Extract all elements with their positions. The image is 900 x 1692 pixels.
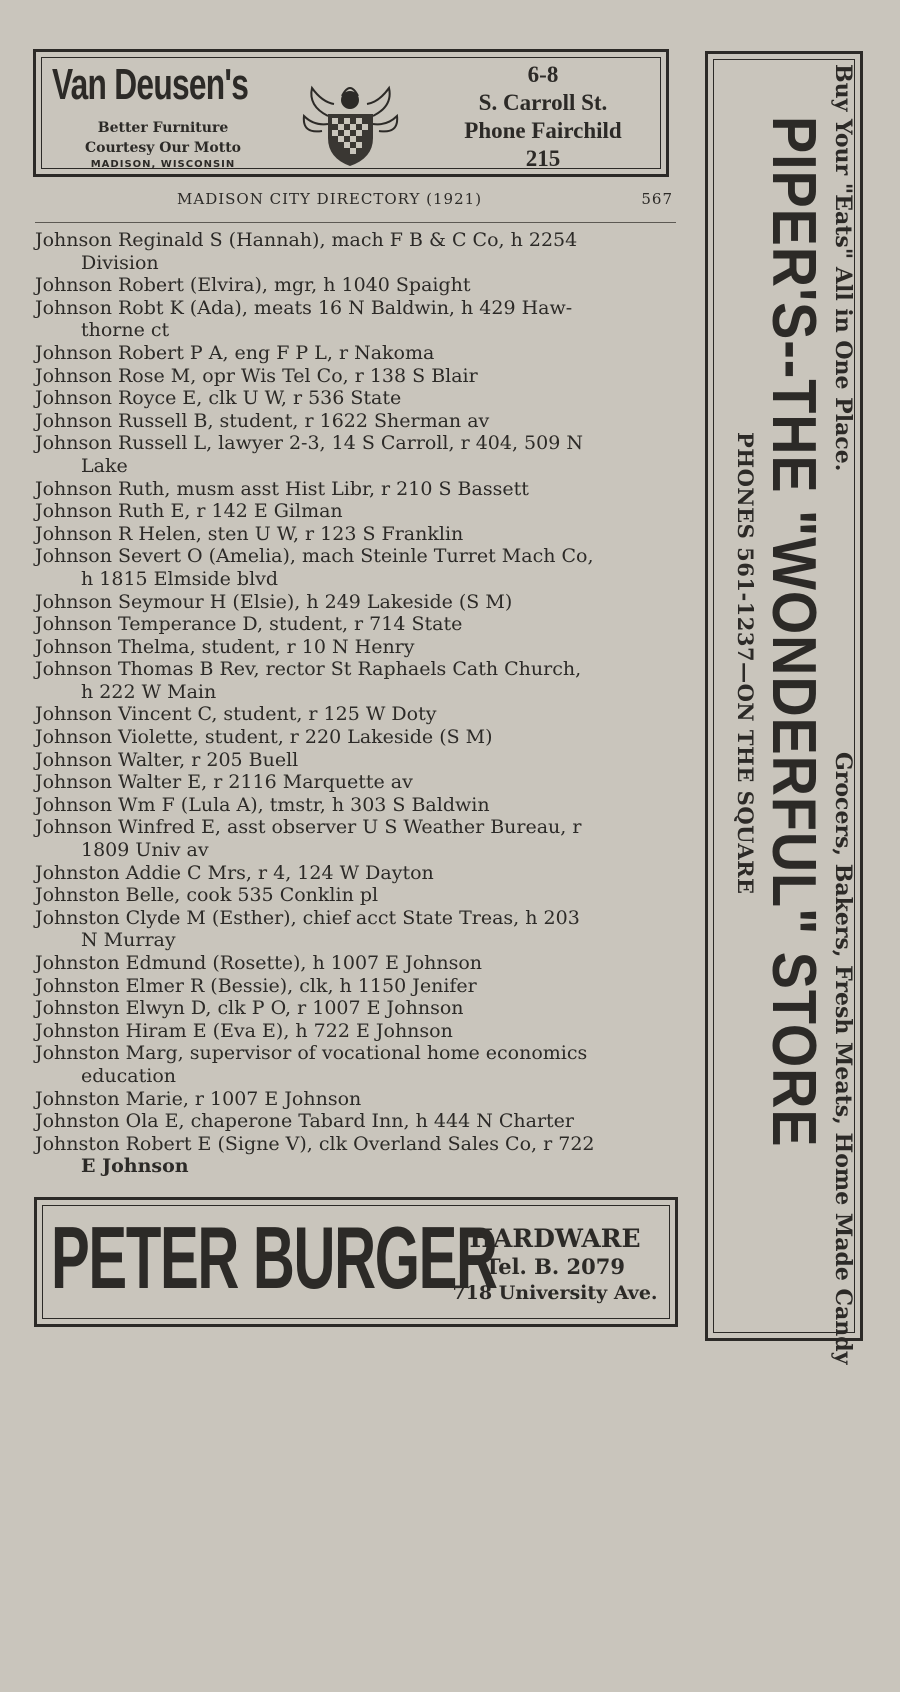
directory-entries bbox=[35, 229, 681, 1178]
entry-text: Johnson Walter E, r 2116 Marquette av bbox=[35, 771, 413, 794]
directory-entry bbox=[35, 1020, 681, 1043]
ad-telephone: Tel. B. 2079 bbox=[485, 1254, 625, 1279]
entry-text: Johnson Thomas B Rev, rector St Raphaels Cath Church, bbox=[35, 658, 582, 681]
entry-text: Johnson Reginald S (Hannah), mach F B & C Co, h 2254 bbox=[35, 229, 578, 251]
entry-text: Johnston Elwyn D, clk P O, r 1007 E Johnson bbox=[35, 997, 464, 1020]
directory-entry bbox=[35, 297, 681, 342]
entry-text: Johnson Wm F (Lula A), tmstr, h 303 S Baldwin bbox=[35, 793, 490, 816]
directory-entry bbox=[35, 523, 681, 546]
directory-entry bbox=[35, 816, 681, 861]
entry-continuation: E Johnson bbox=[81, 1155, 189, 1178]
peter-burger-advertisement bbox=[34, 1197, 678, 1327]
pipers-store-advertisement bbox=[705, 51, 863, 1365]
entry-continuation: h 1815 Elmside blvd bbox=[81, 567, 279, 590]
entry-text: Johnson Russell B, student, r 1622 Sherman av bbox=[35, 409, 490, 432]
ad-phone-number: 215 bbox=[525, 146, 561, 171]
entry-text: Johnson Russell L, lawyer 2-3, 14 S Carroll, r 404, 509 N bbox=[35, 432, 583, 455]
directory-entry bbox=[35, 658, 681, 703]
directory-entry bbox=[35, 1110, 681, 1133]
ad-business-type: HARDWARE bbox=[469, 1224, 641, 1253]
directory-entry bbox=[35, 478, 681, 501]
entry-text: Johnson Ruth, musm asst Hist Libr, r 210 S Bassett bbox=[35, 477, 529, 500]
directory-entry bbox=[35, 229, 681, 274]
ad-business-name: Van Deusen's bbox=[52, 60, 249, 109]
entry-text: Johnson Severt O (Amelia), mach Steinle Turret Mach Co, bbox=[35, 545, 594, 568]
entry-text: Johnson Violette, student, r 220 Lakeside (S M) bbox=[35, 726, 493, 749]
directory-entry bbox=[35, 432, 681, 477]
entry-text: Johnson Vincent C, student, r 125 W Doty bbox=[35, 703, 437, 726]
entry-text: Johnston Hiram E (Eva E), h 722 E Johnson bbox=[35, 1019, 453, 1042]
entry-text: Johnson Seymour H (Elsie), h 249 Lakeside (S M) bbox=[35, 590, 513, 613]
directory-entry bbox=[35, 884, 681, 907]
directory-entry bbox=[35, 387, 681, 410]
entry-continuation: h 222 W Main bbox=[81, 680, 217, 703]
directory-entry bbox=[35, 365, 681, 388]
ad-tagline-1: Better Furniture bbox=[97, 120, 229, 136]
directory-entry bbox=[35, 500, 681, 523]
rotated-ad-text bbox=[720, 62, 858, 1365]
ad-slogan: Buy Your "Eats" All in One Place. bbox=[830, 64, 856, 472]
entry-text: Johnston Marg, supervisor of vocational home economics bbox=[35, 1042, 588, 1065]
entry-text: Johnson R Helen, sten U W, r 123 S Franklin bbox=[35, 522, 464, 545]
entry-text: Johnston Marie, r 1007 E Johnson bbox=[35, 1087, 362, 1110]
entry-text: Johnston Elmer R (Bessie), clk, h 1150 Jenifer bbox=[35, 974, 477, 997]
directory-entry bbox=[35, 726, 681, 749]
entry-continuation: N Murray bbox=[81, 929, 176, 952]
directory-entry bbox=[35, 794, 681, 817]
entry-text: Johnson Royce E, clk U W, r 536 State bbox=[35, 387, 402, 410]
entry-text: Johnson Winfred E, asst observer U S Weather Bureau, r bbox=[35, 816, 582, 839]
directory-entry bbox=[35, 410, 681, 433]
entry-text: Johnston Ola E, chaperone Tabard Inn, h 444 N Charter bbox=[35, 1110, 575, 1133]
directory-entry bbox=[35, 975, 681, 998]
ad-street: S. Carroll St. bbox=[478, 90, 608, 115]
directory-entry bbox=[35, 545, 681, 590]
entry-continuation: Lake bbox=[81, 454, 128, 477]
directory-entry bbox=[35, 862, 681, 885]
ad-location: MADISON, WISCONSIN bbox=[90, 159, 236, 170]
entry-text: Johnson Robert P A, eng F P L, r Nakoma bbox=[35, 341, 435, 364]
entry-continuation: 1809 Univ av bbox=[81, 839, 209, 862]
ad-headline: PIPER'S--THE "WONDERFUL" STORE bbox=[759, 116, 828, 1148]
ad-tagline-2: Courtesy Our Motto bbox=[84, 140, 242, 156]
entry-text: Johnson Robt K (Ada), meats 16 N Baldwin, h 429 Haw- bbox=[35, 296, 573, 319]
directory-entry bbox=[35, 591, 681, 614]
page-number: 567 bbox=[641, 190, 673, 208]
directory-entry bbox=[35, 907, 681, 952]
entry-text: Johnston Clyde M (Esther), chief acct State Treas, h 203 bbox=[35, 906, 580, 929]
entry-text: Johnson Walter, r 205 Buell bbox=[35, 748, 299, 771]
entry-text: Johnston Belle, cook 535 Conklin pl bbox=[35, 884, 379, 907]
ad-products: Grocers, Bakers, Fresh Meats, Home Made Candy bbox=[830, 752, 856, 1365]
ad-phone-label: Phone Fairchild bbox=[464, 118, 622, 143]
directory-entry bbox=[35, 1088, 681, 1111]
directory-entry bbox=[35, 1133, 681, 1178]
entry-text: Johnson Robert (Elvira), mgr, h 1040 Spaight bbox=[35, 274, 471, 297]
entry-continuation: thorne ct bbox=[81, 319, 170, 342]
directory-entry bbox=[35, 636, 681, 659]
entry-text: Johnston Addie C Mrs, r 4, 124 W Dayton bbox=[35, 861, 434, 884]
entry-text: Johnson Rose M, opr Wis Tel Co, r 138 S Blair bbox=[35, 364, 478, 387]
ad-address-number: 6-8 bbox=[527, 62, 559, 87]
directory-entry bbox=[35, 342, 681, 365]
directory-entry bbox=[35, 749, 681, 772]
entry-text: Johnson Ruth E, r 142 E Gilman bbox=[35, 500, 343, 523]
entry-text: Johnson Temperance D, student, r 714 State bbox=[35, 613, 463, 636]
directory-entry bbox=[35, 997, 681, 1020]
header-rule bbox=[35, 222, 676, 223]
running-header bbox=[35, 190, 676, 212]
directory-entry bbox=[35, 1042, 681, 1087]
ad-phones: PHONES 561-1237—ON THE SQUARE bbox=[733, 432, 758, 895]
directory-entry bbox=[35, 952, 681, 975]
coat-of-arms-icon bbox=[298, 76, 403, 171]
directory-title: MADISON CITY DIRECTORY (1921) bbox=[177, 190, 483, 208]
ad-address: 718 University Ave. bbox=[452, 1282, 658, 1304]
directory-entry bbox=[35, 771, 681, 794]
van-deusens-advertisement bbox=[33, 49, 669, 177]
directory-entry bbox=[35, 703, 681, 726]
entry-continuation: Division bbox=[81, 251, 159, 274]
directory-entry bbox=[35, 613, 681, 636]
entry-text: Johnson Thelma, student, r 10 N Henry bbox=[35, 635, 415, 658]
entry-text: Johnston Edmund (Rosette), h 1007 E Johnson bbox=[35, 952, 483, 974]
entry-text: Johnston Robert E (Signe V), clk Overland Sales Co, r 722 bbox=[35, 1132, 595, 1155]
ad-business-name: PETER BURGER bbox=[51, 1208, 497, 1307]
entry-continuation: education bbox=[81, 1064, 176, 1087]
directory-entry bbox=[35, 274, 681, 297]
